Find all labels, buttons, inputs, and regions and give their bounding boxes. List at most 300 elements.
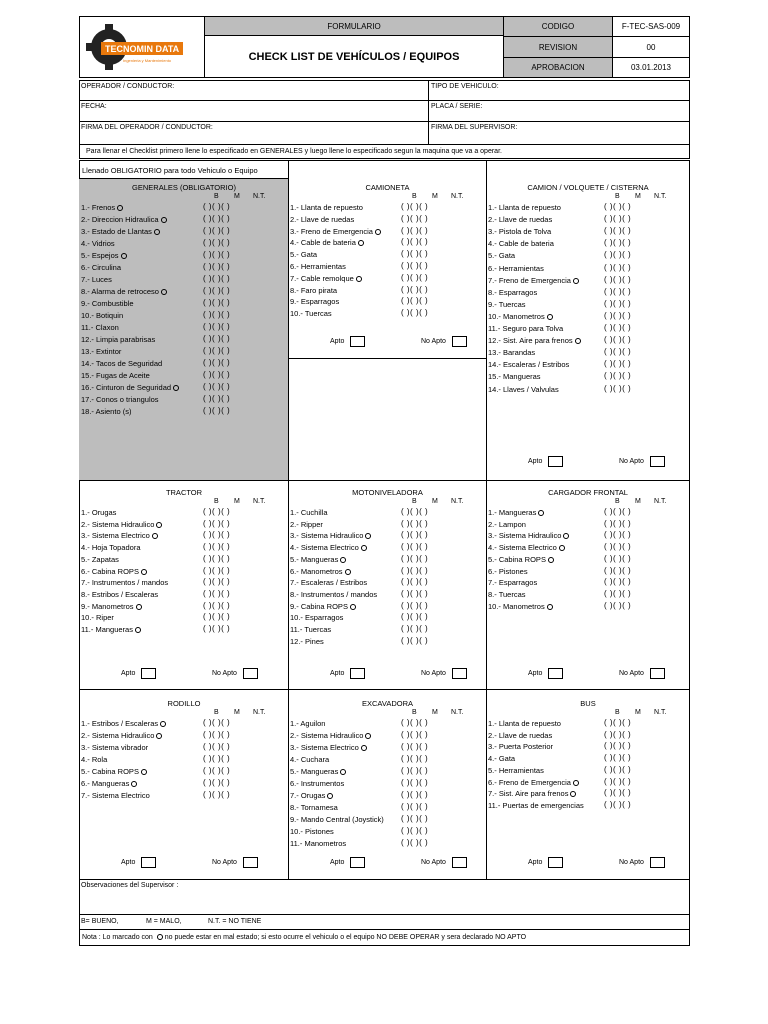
col-header-nt: N.T. (253, 709, 266, 716)
rating-checkboxes[interactable]: ( )( )( ) (401, 542, 429, 552)
checklist-item (488, 288, 537, 297)
checklist-item (488, 227, 551, 236)
firma-supervisor-field[interactable]: FIRMA DEL SUPERVISOR: (431, 124, 518, 131)
checklist-item (488, 276, 579, 285)
rating-checkboxes[interactable]: ( )( )( ) (203, 202, 231, 211)
rating-checkboxes[interactable]: ( )( )( ) (203, 766, 231, 775)
no-apto-checkbox[interactable] (212, 668, 258, 679)
item-label: 4.- Gata (488, 754, 516, 764)
rating-checkboxes[interactable]: ( )( )( ) (401, 261, 429, 270)
rating-checkboxes[interactable]: ( )( )( ) (604, 588, 632, 598)
col-header-m: M (635, 193, 641, 200)
rating-checkboxes[interactable]: ( )( )( ) (604, 600, 632, 610)
no-apto-box[interactable] (243, 668, 258, 679)
critical-circle-icon (161, 217, 167, 223)
rating-checkboxes[interactable]: ( )( )( ) (604, 310, 632, 320)
apto-checkbox[interactable] (330, 857, 365, 868)
rating-checkboxes[interactable]: ( )( )( ) (203, 612, 231, 622)
checklist-item (81, 203, 123, 212)
rating-checkboxes[interactable]: ( )( )( ) (604, 542, 632, 552)
rating-checkboxes[interactable]: ( )( )( ) (604, 518, 632, 528)
logo-text: TECNOMIN DATA (105, 44, 180, 54)
checklist-item (488, 520, 526, 529)
rating-checkboxes[interactable]: ( )( )( ) (401, 742, 429, 751)
rating-checkboxes[interactable]: ( )( )( ) (604, 741, 632, 751)
apto-label: Apto (528, 859, 543, 866)
rating-checkboxes[interactable]: ( )( )( ) (203, 600, 231, 610)
section-title-camion: CAMION / VOLQUETE / CISTERNA (527, 183, 649, 192)
critical-circle-icon (361, 545, 367, 551)
rating-checkboxes[interactable]: ( )( )( ) (203, 778, 231, 787)
item-label: 5.- Mangueras (290, 767, 339, 776)
item-label: 5.- Gata (488, 251, 516, 261)
rating-checkboxes[interactable]: ( )( )( ) (604, 214, 632, 224)
rating-checkboxes[interactable]: ( )( )( ) (203, 226, 231, 235)
apto-label: Apto (528, 458, 543, 465)
checklist-item (81, 755, 107, 764)
col-header-b: B (615, 498, 620, 505)
rating-checkboxes[interactable]: ( )( )( ) (401, 718, 429, 727)
item-label: 6.- Circulina (81, 263, 122, 272)
col-header-m: M (234, 498, 240, 505)
item-label: 4.- Rola (81, 755, 108, 764)
rating-checkboxes[interactable]: ( )( )( ) (203, 790, 231, 799)
checklist-item (81, 590, 158, 599)
rating-checkboxes[interactable]: ( )( )( ) (401, 577, 429, 587)
rating-checkboxes[interactable]: ( )( )( ) (401, 249, 429, 259)
rating-checkboxes[interactable]: ( )( )( ) (203, 250, 231, 259)
rating-checkboxes[interactable]: ( )( )( ) (203, 542, 231, 552)
item-label: 3.- Pistola de Tolva (488, 227, 552, 237)
revision-label: REVISION (503, 36, 613, 58)
rating-checkboxes[interactable]: ( )( )( ) (401, 202, 429, 211)
item-label: 2.- Llave de ruedas (488, 730, 553, 740)
rating-checkboxes[interactable]: ( )( )( ) (401, 272, 429, 282)
rating-checkboxes[interactable]: ( )( )( ) (401, 518, 429, 528)
critical-circle-icon (154, 229, 160, 235)
rating-checkboxes[interactable]: ( )( )( ) (203, 742, 231, 751)
rating-checkboxes[interactable]: ( )( )( ) (604, 371, 632, 381)
checklist-item (488, 531, 569, 540)
rating-checkboxes[interactable]: ( )( )( ) (401, 296, 429, 306)
checklist-item (488, 555, 554, 564)
col-header-b: B (214, 193, 219, 200)
no-apto-checkbox[interactable] (619, 668, 665, 679)
item-label: 7.- Sistema Electrico (81, 791, 150, 800)
rating-checkboxes[interactable]: ( )( )( ) (401, 237, 429, 247)
checklist-item (81, 371, 150, 380)
item-label: 3.- Estado de Llantas (81, 227, 152, 236)
rating-checkboxes[interactable]: ( )( )( ) (203, 394, 231, 403)
no-apto-box[interactable] (452, 668, 467, 679)
checklist-item (290, 309, 332, 318)
rating-checkboxes[interactable]: ( )( )( ) (203, 507, 231, 516)
checklist-item (488, 360, 569, 369)
rating-checkboxes[interactable]: ( )( )( ) (203, 588, 231, 598)
critical-circle-icon (559, 545, 565, 551)
item-label: 14.- Escaleras / Estribos (488, 360, 570, 370)
col-header-nt: N.T. (654, 498, 667, 505)
rating-checkboxes[interactable]: ( )( )( ) (203, 754, 231, 763)
rating-checkboxes[interactable]: ( )( )( ) (203, 214, 231, 223)
rating-checkboxes[interactable]: ( )( )( ) (401, 530, 429, 540)
checklist-item (290, 203, 363, 212)
rating-checkboxes[interactable]: ( )( )( ) (203, 553, 231, 563)
rating-checkboxes[interactable]: ( )( )( ) (203, 577, 231, 587)
item-label: 9.- Esparragos (290, 297, 340, 307)
aprobacion-value: 03.01.2013 (612, 57, 690, 78)
apto-box[interactable] (350, 668, 365, 679)
item-label: 1.- Aguilon (290, 719, 326, 728)
section-title-bus: BUS (580, 699, 596, 708)
apto-box[interactable] (350, 857, 365, 868)
rating-checkboxes[interactable]: ( )( )( ) (604, 238, 632, 248)
checklist-item (290, 286, 337, 295)
checklist-item (290, 815, 384, 824)
checklist-item (81, 215, 167, 224)
no-apto-box[interactable] (452, 857, 467, 868)
critical-circle-icon (356, 276, 362, 282)
item-label: 12.- Limpia parabrisas (81, 335, 156, 344)
no-apto-checkbox[interactable] (421, 857, 467, 868)
checklist-item (290, 779, 344, 788)
checklist-item (81, 743, 148, 752)
rating-checkboxes[interactable]: ( )( )( ) (401, 778, 429, 787)
checklist-item (81, 263, 121, 272)
rating-checkboxes[interactable]: ( )( )( ) (604, 298, 632, 308)
rating-checkboxes[interactable]: ( )( )( ) (203, 286, 231, 295)
rating-checkboxes[interactable]: ( )( )( ) (604, 565, 632, 575)
critical-circle-icon (156, 522, 162, 528)
item-label: 2.- Ripper (290, 519, 323, 529)
critical-circle-icon (121, 253, 127, 259)
placa-field[interactable]: PLACA / SERIE: (431, 103, 483, 110)
item-label: 10.- Pistones (290, 827, 334, 836)
rating-checkboxes[interactable]: ( )( )( ) (604, 359, 632, 369)
rating-checkboxes[interactable]: ( )( )( ) (401, 814, 429, 823)
checklist-item (488, 264, 544, 273)
item-label: 18.- Asiento (s) (81, 407, 132, 416)
item-label: 5.- Herramientas (488, 765, 544, 775)
rating-checkboxes[interactable]: ( )( )( ) (401, 213, 429, 223)
critical-circle-icon (136, 604, 142, 610)
item-label: 5.- Gata (290, 250, 318, 260)
item-label: 5.- Cabina ROPS (81, 767, 139, 776)
checklist-item (488, 348, 535, 357)
item-label: 17.- Conos o triangulos (81, 395, 159, 404)
apto-checkbox[interactable] (330, 336, 365, 347)
rating-checkboxes[interactable]: ( )( )( ) (401, 284, 429, 294)
no-apto-box[interactable] (243, 857, 258, 868)
item-label: 7.- Freno de Emergencia (488, 275, 571, 285)
rating-checkboxes[interactable]: ( )( )( ) (604, 764, 632, 774)
rating-checkboxes[interactable]: ( )( )( ) (401, 507, 429, 516)
checklist-item (81, 335, 155, 344)
no-apto-box[interactable] (650, 857, 665, 868)
item-label: 1.- Orugas (81, 508, 117, 517)
checklist-item (81, 359, 162, 368)
checklist-item (290, 543, 367, 552)
col-header-m: M (432, 498, 438, 505)
item-label: 4.- Vidrios (81, 239, 115, 248)
rating-checkboxes[interactable]: ( )( )( ) (203, 370, 231, 379)
rating-checkboxes[interactable]: ( )( )( ) (604, 530, 632, 540)
critical-circle-icon (547, 604, 553, 610)
item-label: 9.- Tuercas (488, 299, 526, 309)
no-apto-checkbox[interactable] (619, 456, 665, 467)
no-apto-box[interactable] (650, 668, 665, 679)
item-label: 16.- Cinturon de Seguridad (81, 383, 172, 392)
item-label: 10.- Manometros (488, 601, 545, 611)
rating-checkboxes[interactable]: ( )( )( ) (604, 577, 632, 587)
checklist-item (290, 767, 346, 776)
checklist-item (290, 578, 367, 587)
item-label: 8.- Tornamesa (290, 803, 338, 812)
checklist-item (81, 508, 116, 517)
item-label: 11.- Seguro para Tolva (488, 324, 564, 333)
codigo-value: F-TEC-SAS-009 (612, 16, 690, 37)
critical-circle-icon (548, 557, 554, 563)
no-apto-box[interactable] (452, 336, 467, 347)
no-apto-label: No Apto (421, 859, 446, 866)
no-apto-checkbox[interactable] (421, 336, 467, 347)
checklist-item (488, 508, 544, 517)
item-label: 8.- Alarma de retroceso (81, 287, 159, 296)
apto-checkbox[interactable] (528, 668, 563, 679)
observaciones-label: Observaciones del Supervisor : (81, 882, 179, 889)
critical-circle-icon (563, 533, 569, 539)
item-label: 13.- Extintor (81, 347, 122, 356)
rating-checkboxes[interactable]: ( )( )( ) (604, 799, 632, 809)
item-label: 2.- Sistema Hidraulico (81, 731, 155, 740)
critical-circle-icon (358, 240, 364, 246)
item-label: 7.- Orugas (290, 791, 326, 800)
checklist-item (290, 613, 343, 622)
rating-checkboxes[interactable]: ( )( )( ) (604, 383, 632, 393)
rating-checkboxes[interactable]: ( )( )( ) (401, 565, 429, 575)
item-label: 8.- Faro pirata (290, 285, 338, 295)
critical-circle-icon (573, 780, 579, 786)
rating-checkboxes[interactable]: ( )( )( ) (401, 588, 429, 598)
apto-checkbox[interactable] (528, 456, 563, 467)
rating-checkboxes[interactable]: ( )( )( ) (401, 308, 429, 318)
item-label: 6.- Pistones (488, 566, 528, 576)
checklist-item (290, 839, 346, 848)
col-header-b: B (214, 709, 219, 716)
item-label: 10.- Tuercas (290, 309, 332, 319)
checklist-item (81, 567, 147, 576)
critical-circle-icon (538, 510, 544, 516)
rating-checkboxes[interactable]: ( )( )( ) (401, 790, 429, 799)
no-apto-checkbox[interactable] (619, 857, 665, 868)
apto-box[interactable] (548, 456, 563, 467)
checklist-item (81, 767, 147, 776)
item-label: 7.- Esparragos (488, 578, 538, 588)
no-apto-checkbox[interactable] (212, 857, 258, 868)
col-header-nt: N.T. (451, 709, 464, 716)
rating-checkboxes[interactable]: ( )( )( ) (401, 624, 429, 633)
item-label: 1.- Estribos / Escaleras (81, 719, 159, 728)
rating-checkboxes[interactable]: ( )( )( ) (203, 530, 231, 540)
checklist-item (290, 555, 346, 564)
checklist-item (81, 251, 127, 260)
item-label: 10.- Botiquin (81, 311, 124, 320)
rating-checkboxes[interactable]: ( )( )( ) (203, 322, 231, 331)
checklist-item (290, 297, 339, 306)
critical-circle-icon (141, 569, 147, 575)
apto-checkbox[interactable] (330, 668, 365, 679)
section-title-cargador: CARGADOR FRONTAL (548, 488, 628, 497)
col-header-m: M (635, 498, 641, 505)
apto-checkbox[interactable] (121, 857, 156, 868)
rating-checkboxes[interactable]: ( )( )( ) (604, 788, 632, 798)
rating-checkboxes[interactable]: ( )( )( ) (604, 507, 632, 516)
critical-circle-icon (350, 604, 356, 610)
rating-checkboxes[interactable]: ( )( )( ) (401, 225, 429, 235)
no-apto-box[interactable] (650, 456, 665, 467)
rating-checkboxes[interactable]: ( )( )( ) (203, 718, 231, 727)
col-header-nt: N.T. (654, 709, 667, 716)
rating-checkboxes[interactable]: ( )( )( ) (401, 802, 429, 811)
rating-checkboxes[interactable]: ( )( )( ) (203, 406, 231, 415)
rating-checkboxes[interactable]: ( )( )( ) (203, 358, 231, 367)
rating-checkboxes[interactable]: ( )( )( ) (203, 565, 231, 575)
checklist-item (290, 567, 351, 576)
rating-checkboxes[interactable]: ( )( )( ) (203, 274, 231, 283)
item-label: 10.- Esparragos (290, 613, 344, 623)
item-label: 11.- Tuercas (290, 625, 332, 634)
checklist-item (81, 239, 115, 248)
revision-value: 00 (612, 36, 690, 58)
rating-checkboxes[interactable]: ( )( )( ) (401, 838, 429, 847)
instructions: Para llenar el Checklist primero llene lo especificado en GENERALES y luego llene lo especificado segun la maquina que va a operar. (79, 144, 690, 159)
rating-checkboxes[interactable]: ( )( )( ) (604, 776, 632, 786)
item-label: 5.- Espejos (81, 251, 119, 260)
rating-checkboxes[interactable]: ( )( )( ) (604, 347, 632, 357)
item-label: 8.- Tuercas (488, 589, 526, 599)
rating-checkboxes[interactable]: ( )( )( ) (401, 730, 429, 739)
apto-box[interactable] (350, 336, 365, 347)
rating-checkboxes[interactable]: ( )( )( ) (203, 730, 231, 739)
rating-checkboxes[interactable]: ( )( )( ) (203, 334, 231, 343)
rating-checkboxes[interactable]: ( )( )( ) (604, 262, 632, 272)
apto-label: Apto (330, 670, 345, 677)
checklist-item (81, 227, 160, 236)
rating-checkboxes[interactable]: ( )( )( ) (401, 766, 429, 775)
checklist-item (488, 543, 565, 552)
item-label: 2.- Llave de ruedas (488, 215, 553, 225)
rating-checkboxes[interactable]: ( )( )( ) (604, 202, 632, 211)
critical-circle-icon (135, 627, 141, 633)
item-label: 8.- Esparragos (488, 287, 538, 297)
checklist-item (81, 543, 140, 552)
no-apto-label: No Apto (212, 859, 237, 866)
item-label: 7.- Instrumentos / mandos (81, 578, 169, 588)
rating-checkboxes[interactable]: ( )( )( ) (604, 753, 632, 763)
apto-checkbox[interactable] (121, 668, 156, 679)
operador-field[interactable]: OPERADOR / CONDUCTOR: (81, 83, 175, 90)
checklist-item (488, 789, 576, 798)
checklist-item (488, 336, 581, 345)
checklist-item (290, 590, 377, 599)
apto-checkbox[interactable] (528, 857, 563, 868)
checklist-item (81, 311, 123, 320)
rating-checkboxes[interactable]: ( )( )( ) (203, 382, 231, 391)
rating-checkboxes[interactable]: ( )( )( ) (203, 346, 231, 355)
logo-cell (79, 16, 205, 78)
rating-checkboxes[interactable]: ( )( )( ) (203, 262, 231, 271)
nota (79, 929, 690, 946)
rating-checkboxes[interactable]: ( )( )( ) (604, 274, 632, 284)
rating-checkboxes[interactable]: ( )( )( ) (401, 635, 429, 645)
item-label: 6.- Herramientas (290, 262, 346, 271)
item-label: 6.- Cabina ROPS (81, 566, 139, 576)
rating-checkboxes[interactable]: ( )( )( ) (604, 323, 632, 332)
rating-checkboxes[interactable]: ( )( )( ) (401, 754, 429, 763)
rating-checkboxes[interactable]: ( )( )( ) (604, 335, 632, 345)
item-label: 8.- Estribos / Escaleras (81, 589, 159, 599)
firma-operador-field[interactable]: FIRMA DEL OPERADOR / CONDUCTOR: (81, 124, 213, 131)
item-label: 5.- Cabina ROPS (488, 554, 546, 564)
checklist-item (81, 555, 119, 564)
apto-box[interactable] (548, 668, 563, 679)
rating-checkboxes[interactable]: ( )( )( ) (401, 826, 429, 835)
item-label: 11.- Mangueras (81, 625, 133, 634)
rating-checkboxes[interactable]: ( )( )( ) (203, 298, 231, 307)
apto-box[interactable] (548, 857, 563, 868)
fecha-field[interactable]: FECHA: (81, 103, 107, 110)
no-apto-label: No Apto (619, 670, 644, 677)
rating-checkboxes[interactable]: ( )( )( ) (604, 729, 632, 739)
rating-checkboxes[interactable]: ( )( )( ) (401, 600, 429, 610)
rating-checkboxes[interactable]: ( )( )( ) (604, 718, 632, 727)
col-header-b: B (615, 193, 620, 200)
item-label: 3.- Freno de Emergencia (290, 226, 373, 236)
critical-circle-icon (375, 229, 381, 235)
checklist-item (290, 215, 354, 224)
section-title-excavadora: EXCAVADORA (362, 699, 413, 708)
item-label: 1.- Cuchilla (290, 508, 328, 517)
checklist-item (290, 719, 325, 728)
rating-checkboxes[interactable]: ( )( )( ) (203, 310, 231, 319)
item-label: 12.- Sist. Aire para frenos (488, 336, 573, 346)
rating-checkboxes[interactable]: ( )( )( ) (401, 612, 429, 622)
rating-checkboxes[interactable]: ( )( )( ) (604, 553, 632, 563)
codigo-label: CODIGO (503, 16, 613, 37)
no-apto-checkbox[interactable] (421, 668, 467, 679)
rating-checkboxes[interactable]: ( )( )( ) (203, 238, 231, 247)
apto-box[interactable] (141, 857, 156, 868)
rating-checkboxes[interactable]: ( )( )( ) (604, 250, 632, 260)
item-label: 7.- Sist. Aire para frenos (488, 789, 569, 799)
rating-checkboxes[interactable]: ( )( )( ) (203, 518, 231, 528)
aprobacion-label: APROBACION (503, 57, 613, 78)
tipo-field[interactable]: TIPO DE VEHICULO: (431, 83, 499, 90)
item-label: 14.- Llaves / Valvulas (488, 384, 559, 394)
apto-box[interactable] (141, 668, 156, 679)
rating-checkboxes[interactable]: ( )( )( ) (401, 553, 429, 563)
rating-checkboxes[interactable]: ( )( )( ) (604, 226, 632, 236)
critical-circle-icon (547, 314, 553, 320)
col-header-b: B (412, 709, 417, 716)
checklist-item (290, 803, 338, 812)
critical-circle-icon (365, 733, 371, 739)
checklist-item (81, 287, 167, 296)
rating-checkboxes[interactable]: ( )( )( ) (604, 286, 632, 296)
critical-circle-icon (161, 289, 167, 295)
critical-circle-icon (173, 385, 179, 391)
rating-checkboxes[interactable]: ( )( )( ) (203, 624, 231, 633)
